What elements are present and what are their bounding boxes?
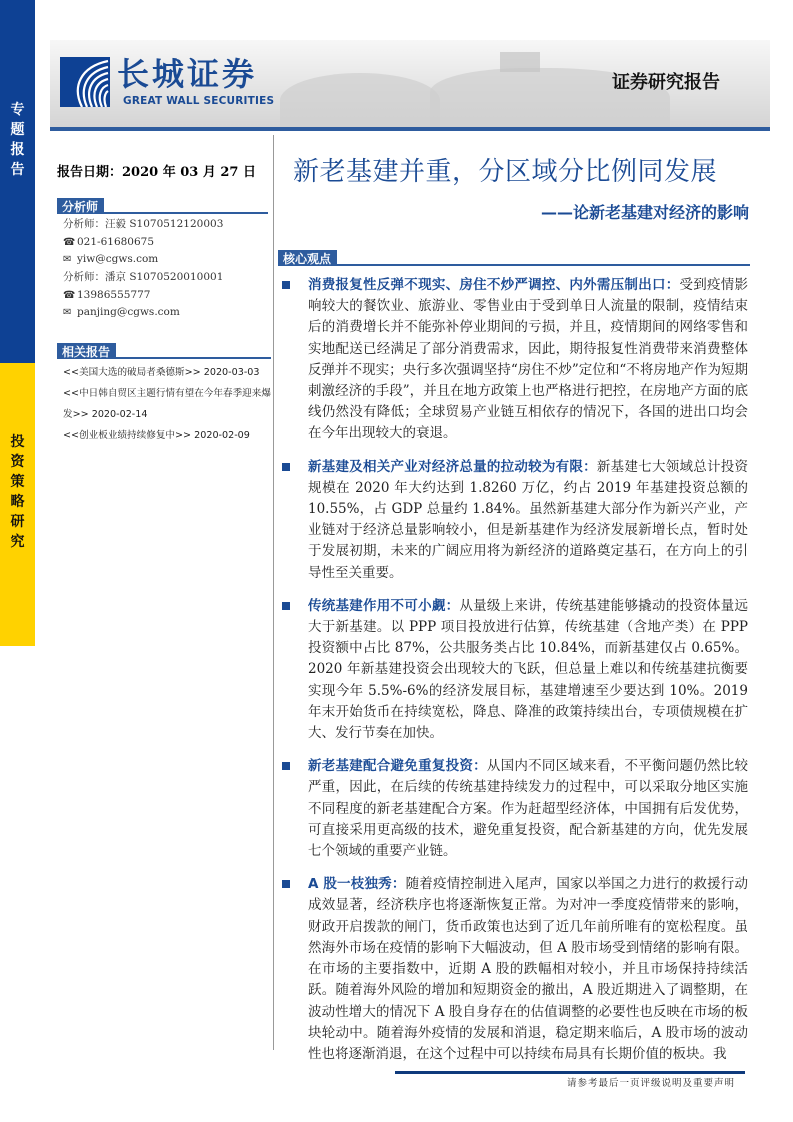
sidebar-char: 研 [10, 514, 25, 530]
sidebar-label-report-kind [0, 100, 35, 180]
analyst-line[interactable] [63, 306, 180, 319]
header-rule [50, 127, 770, 131]
sidebar-char: 题 [10, 122, 25, 138]
sidebar-char: 策 [10, 474, 25, 490]
sidebar-char: 报 [10, 142, 25, 158]
related-report-link[interactable]: <<中日韩自贸区主题行情有望在今年春季迎来爆发>> 2020-02-14 [63, 388, 271, 420]
analyst-email[interactable]: panjing@cgws.com [77, 306, 180, 318]
point-text: 受到疫情影响较大的餐饮业、旅游业、零售业由于受到单日人流量的限制，疫情结束后的消费增长并不能弥补停业期间的亏损，并且，疫情期间的网络零售和实地配送已经满足了部分消费需求，因此，期待报复性消费带来消费整体反弹并不现实；央行多次强调坚持“房住不炒”定位和“不将房地产作为短期刺激经济的手段”，并且在地方政策上也严格进行把控，在房地产方面的底线仍然没有降低；全球贸易产业链互相依存的情况下，各国的进出口均会在今年出现较大的衰退。 [308, 277, 749, 442]
footer-disclaimer: 请参考最后一页评级说明及重要声明 [566, 1078, 735, 1090]
point-lead: 新老基建配合避免重复投资： [308, 758, 487, 775]
related-report-link[interactable]: <<创业板业绩持续修复中>> 2020-02-09 [63, 430, 250, 441]
related-reports-list [63, 362, 271, 446]
sidebar-char: 专 [10, 102, 25, 118]
analyst-name: 分析师：潘京 S1070520010001 [63, 271, 224, 283]
related-section-header [57, 341, 271, 359]
analyst-heading: 分析师 [57, 198, 104, 214]
analyst-phone: 021-61680675 [77, 236, 155, 248]
analyst-line [63, 218, 223, 231]
point-text: 从量级上来讲，传统基建能够撬动的投资体量远大于新基建。以 PPP 项目投放进行估算，传统基建（含地产类）在 PPP 投资额中占比 87%，公共服务类占比 10.84%，而新基建仅占 0.65%。2020 年新基建投资会出现较大的飞跃，但总量上难以和传统基建抗衡要实现今年 5.5%-6%的经济发展目标，基建增速至少要达到 10%。2019 年末开始货币在持续宽松，降息、降准的政策持续出台，专项债规模在扩大、发行节奏在加快。 [308, 597, 749, 742]
bullet-square-icon [282, 880, 290, 888]
point-text: 新基建七大领域总计投资规模在 2020 年大约达到 1.8260 万亿，约占 2019 年基建投资总额的 10.55%，占 GDP 总量约 1.84%。虽然新基建大部分作为新兴产业，产业链对于经济总量影响较小，但是新基建作为经济发展新增长点，暂时处于发展初期，未来的广阔应用将为新经济的道路奠定基石，在方向上的引导性至关重要。 [308, 458, 749, 581]
point-lead: 新基建及相关产业对经济总量的拉动较为有限： [308, 458, 597, 475]
related-heading: 相关报告 [57, 343, 116, 359]
core-section-header [278, 248, 750, 266]
watchtower-image [500, 52, 540, 72]
core-heading: 核心观点 [278, 250, 337, 266]
email-icon: ✉ [63, 307, 72, 318]
report-date: 报告日期：2020 年 03 月 27 日 [57, 165, 256, 180]
core-points-body [282, 275, 750, 1090]
analyst-name: 分析师：汪毅 S1070512120003 [63, 218, 224, 230]
point-text: 随着疫情控制进入尾声，国家以举国之力进行的救援行动成效显著，经济秩序也将逐渐恢复正常。为对冲一季度疫情带来的影响，财政开启拨款的闸门，货币政策也达到了近几年前所唯有的宽松程度。虽然海外市场在疫情的影响下大幅波动，但 A 股市场受到情绪的影响有限。在市场的主要指数中，近期 A 股的跌幅相对较小，并且市场保持持续活跃。随着海外风险的增加和短期资金的撤出，A 股近期进入了调整期，在波动性增大的情况下 A 股自身存在的估值调整的必要性也反映在市场的板块轮动中。随着海外疫情的发展和消退，稳定期来临后，A 股市场的波动性也将逐渐消退，在这个过程中可以持续布局具有长期价值的板块。我 [308, 876, 749, 1062]
core-point [282, 457, 750, 584]
sidebar-blue-band [0, 0, 35, 363]
analyst-line [63, 236, 154, 249]
bullet-square-icon [282, 602, 290, 610]
column-divider [273, 135, 274, 1050]
phone-icon: ☎ [63, 290, 76, 301]
sidebar-char: 略 [10, 494, 25, 510]
core-point [282, 874, 750, 1065]
point-lead: 消费报复性反弹不现实、房住不炒严调控、内外需压制出口： [308, 277, 680, 293]
footer-rule [395, 1071, 745, 1074]
analyst-line[interactable] [63, 253, 158, 266]
sidebar-char: 告 [10, 162, 25, 178]
analyst-line [63, 289, 151, 302]
great-wall-image [280, 73, 440, 128]
core-point [282, 275, 750, 445]
email-icon: ✉ [63, 254, 72, 265]
company-logo-icon [60, 57, 110, 107]
logo-text-cn: 长城证券 [117, 55, 258, 93]
report-title: 新老基建并重，分区域分比例同发展 [293, 157, 718, 187]
analyst-section-header [57, 196, 268, 214]
bullet-square-icon [282, 762, 290, 770]
bullet-square-icon [282, 281, 290, 289]
report-type: 证券研究报告 [612, 72, 720, 93]
bullet-square-icon [282, 463, 290, 471]
phone-icon: ☎ [63, 237, 76, 248]
point-lead: A 股一枝独秀： [308, 876, 406, 893]
sidebar-label-category [0, 432, 35, 552]
analyst-email[interactable]: yiw@cgws.com [77, 253, 159, 265]
core-point [282, 756, 750, 862]
related-report-link[interactable]: <<美国大选的破局者桑德斯>> 2020-03-03 [63, 367, 260, 378]
analyst-phone: 13986555777 [77, 289, 151, 301]
point-lead: 传统基建作用不可小觑： [308, 597, 460, 614]
sidebar-char: 投 [10, 434, 25, 450]
core-point [282, 596, 750, 744]
logo-text-en: GREAT WALL SECURITIES [123, 95, 275, 107]
analyst-line [63, 271, 223, 284]
sidebar-char: 资 [10, 454, 25, 470]
sidebar-char: 究 [10, 534, 25, 550]
point-text: 从国内不同区域来看，不平衡问题仍然比较严重，因此，在后续的传统基建持续发力的过程中，可以采取分地区实施不同程度的新老基建配合方案。作为赶超型经济体，中国拥有后发优势，可直接采用更高级的技术，避免重复投资，配合新基建的方向，优先发展七个领域的重要产业链。 [308, 758, 749, 860]
report-subtitle: ——论新老基建对经济的影响 [540, 203, 749, 222]
